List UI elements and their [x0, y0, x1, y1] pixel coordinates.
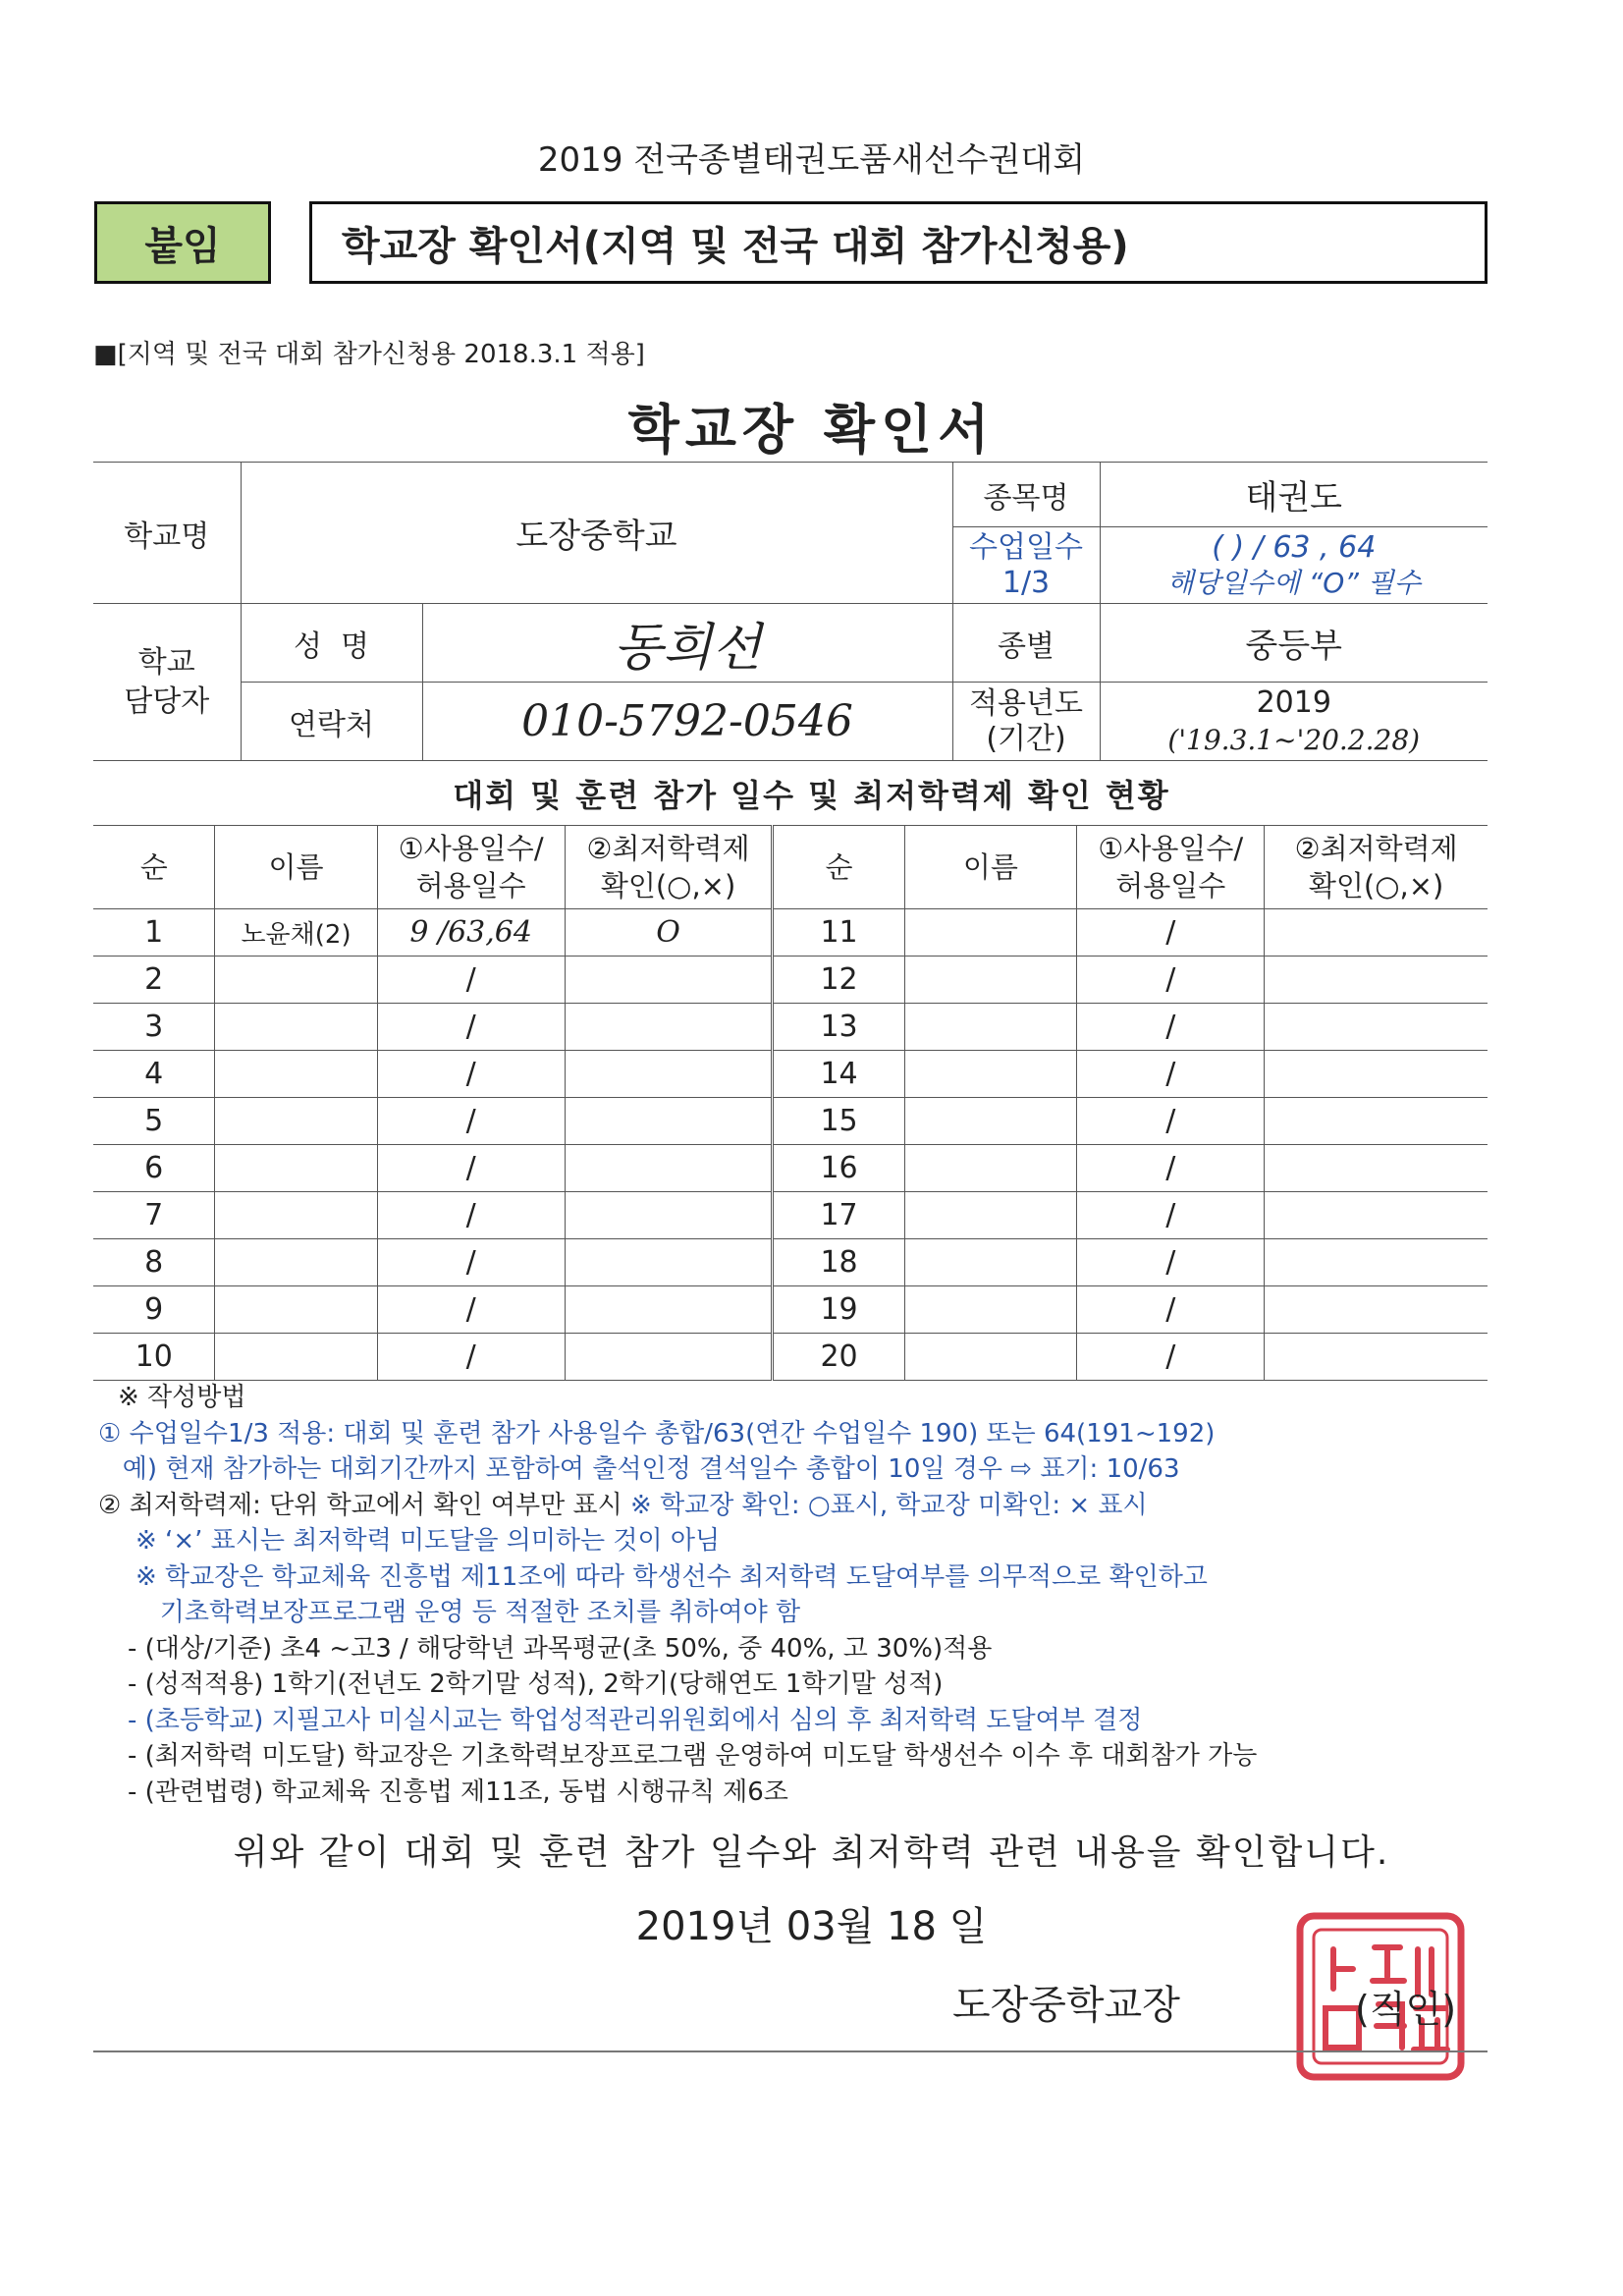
row-name-right[interactable]	[904, 1192, 1077, 1239]
header-min-line2: 확인(○,×)	[600, 869, 736, 902]
name-value: 동희선	[422, 604, 952, 683]
header-days-line2: 허용일수	[415, 869, 526, 902]
row-no[interactable]: 3	[93, 1004, 215, 1051]
row-days-right[interactable]: /	[1077, 1098, 1265, 1145]
row-no[interactable]: 2	[93, 957, 215, 1004]
row-name[interactable]	[215, 1004, 377, 1051]
row-name[interactable]	[215, 1098, 377, 1145]
note-1a: ① 수업일수1/3 적용: 대회 및 훈련 참가 사용일수 총합/63(연간 수업일수 190) 또는 64(191~192)	[98, 1418, 1216, 1449]
row-days-right[interactable]: /	[1077, 1145, 1265, 1192]
days-value	[1100, 527, 1488, 604]
row-name[interactable]	[215, 1192, 377, 1239]
row-days[interactable]: /	[377, 957, 565, 1004]
row-name[interactable]	[215, 1286, 377, 1334]
row-days-right[interactable]: /	[1077, 1004, 1265, 1051]
row-min-right[interactable]	[1265, 1192, 1488, 1239]
row-min-right[interactable]	[1265, 1098, 1488, 1145]
days-label-line1: 수업일수	[969, 529, 1083, 565]
table-row	[93, 1004, 1488, 1051]
table-row	[93, 1051, 1488, 1098]
row-no-right[interactable]: 11	[773, 909, 904, 957]
row-days-right[interactable]: /	[1077, 1286, 1265, 1334]
days-value-text: ( ) / 63 , 64	[1212, 529, 1377, 565]
row-min-right[interactable]	[1265, 1051, 1488, 1098]
row-min[interactable]	[565, 1334, 773, 1381]
principal-name: 도장중학교장	[952, 1983, 1180, 2028]
header-min-right-line1: ②최저학력제	[1294, 832, 1458, 865]
table-row	[93, 1098, 1488, 1145]
period-value: ('19.3.1~'20.2.28)	[1167, 723, 1421, 756]
row-name-right[interactable]	[904, 957, 1077, 1004]
table-row	[93, 957, 1488, 1004]
sport-label: 종목명	[952, 463, 1100, 527]
row-no-right[interactable]: 15	[773, 1098, 904, 1145]
days-label	[952, 527, 1100, 604]
status-header-row	[93, 826, 1488, 909]
row-no[interactable]: 9	[93, 1286, 215, 1334]
row-min-right[interactable]	[1265, 957, 1488, 1004]
row-no[interactable]: 7	[93, 1192, 215, 1239]
table-row	[93, 1286, 1488, 1334]
table-row	[93, 909, 1488, 957]
school-value: 도장중학교	[241, 463, 952, 604]
row-no-right[interactable]: 19	[773, 1286, 904, 1334]
division-label: 종별	[952, 604, 1100, 683]
row-no-right[interactable]: 18	[773, 1239, 904, 1286]
row-no[interactable]: 4	[93, 1051, 215, 1098]
row-min-right[interactable]	[1265, 1239, 1488, 1286]
row-days-right[interactable]: /	[1077, 1239, 1265, 1286]
header-days-right	[1077, 826, 1265, 909]
row-name[interactable]	[215, 1334, 377, 1381]
row-no-right[interactable]: 16	[773, 1145, 904, 1192]
row-days[interactable]: /	[377, 1004, 565, 1051]
table-row	[93, 1239, 1488, 1286]
staff-label-line1: 학교	[137, 644, 195, 680]
status-body	[93, 909, 1488, 1381]
bottom-divider	[93, 2050, 1488, 2052]
row-name-right[interactable]	[904, 1334, 1077, 1381]
event-title: 2019 전국종별태권도품새선수권대회	[537, 140, 1086, 180]
row-no-right[interactable]: 14	[773, 1051, 904, 1098]
row-min-right[interactable]	[1265, 909, 1488, 957]
row-days[interactable]: /	[377, 1286, 565, 1334]
notes-heading: ※ 작성방법	[118, 1383, 246, 1412]
row-days[interactable]: /	[377, 1192, 565, 1239]
main-title: 학교장 확인서	[627, 399, 996, 461]
row-no-right[interactable]: 12	[773, 957, 904, 1004]
note-2b: ※ 학교장 확인: ○표시, 학교장 미확인: × 표시	[630, 1490, 1148, 1520]
note-2a: ② 최저학력제: 단위 학교에서 확인 여부만 표시	[98, 1490, 631, 1520]
row-no[interactable]: 8	[93, 1239, 215, 1286]
row-name-right[interactable]	[904, 909, 1077, 957]
attachment-label: 붙임	[94, 201, 271, 284]
contact-value: 010-5792-0546	[422, 683, 952, 761]
header-name-right: 이름	[904, 826, 1077, 909]
row-days[interactable]: /	[377, 1051, 565, 1098]
row-no-right[interactable]: 20	[773, 1334, 904, 1381]
sport-value: 태권도	[1100, 463, 1488, 527]
row-name-right[interactable]	[904, 1286, 1077, 1334]
row-no[interactable]: 6	[93, 1145, 215, 1192]
row-name[interactable]: 노윤채(2)	[215, 909, 377, 957]
row-days-right[interactable]: /	[1077, 957, 1265, 1004]
header-days-line1: ①사용일수/	[398, 832, 544, 865]
status-title: 대회 및 훈련 참가 일수 및 최저학력제 확인 현황	[453, 777, 1170, 814]
row-name-right[interactable]	[904, 1051, 1077, 1098]
school-label: 학교명	[93, 463, 241, 604]
row-min[interactable]	[565, 1051, 773, 1098]
header-days	[377, 826, 565, 909]
detail-5: - (관련법령) 학교체육 진흥법 제11조, 동법 시행규칙 제6조	[128, 1777, 788, 1807]
notes-section	[98, 1380, 1522, 1810]
table-row	[93, 1145, 1488, 1192]
year-label-line2: (기간)	[986, 721, 1066, 756]
table-row	[93, 1192, 1488, 1239]
confirm-date: 2019년 03월 18 일	[635, 1904, 988, 1949]
name-label: 성 명	[241, 604, 422, 683]
row-name[interactable]	[215, 1239, 377, 1286]
days-label-line2: 1/3	[1001, 565, 1051, 600]
header-min-line1: ②최저학력제	[586, 832, 750, 865]
header-min	[565, 826, 773, 909]
row-days[interactable]: /	[377, 1145, 565, 1192]
row-min[interactable]	[565, 1145, 773, 1192]
row-name-right[interactable]	[904, 1098, 1077, 1145]
days-note: 해당일수에 “O” 필수	[1166, 566, 1421, 599]
row-no[interactable]: 10	[93, 1334, 215, 1381]
year-label	[952, 683, 1100, 761]
note-4b: 기초학력보장프로그램 운영 등 적절한 조치를 취하여야 함	[135, 1598, 801, 1627]
row-days[interactable]: /	[377, 1239, 565, 1286]
row-min-right[interactable]	[1265, 1334, 1488, 1381]
row-min-right[interactable]	[1265, 1004, 1488, 1051]
row-name[interactable]	[215, 1145, 377, 1192]
row-min[interactable]	[565, 957, 773, 1004]
row-days-right[interactable]: /	[1077, 909, 1265, 957]
row-name-right[interactable]	[904, 1239, 1077, 1286]
row-no[interactable]: 5	[93, 1098, 215, 1145]
row-no-right[interactable]: 13	[773, 1004, 904, 1051]
detail-2: - (성적적용) 1학기(전년도 2학기말 성적), 2학기(당해연도 1학기말 성적)	[128, 1669, 944, 1699]
row-min[interactable]: O	[565, 909, 773, 957]
row-no[interactable]: 1	[93, 909, 215, 957]
row-days-right[interactable]: /	[1077, 1051, 1265, 1098]
division-value: 중등부	[1100, 604, 1488, 683]
row-name[interactable]	[215, 1051, 377, 1098]
info-table	[93, 462, 1488, 761]
staff-label	[93, 604, 241, 761]
confirm-text: 위와 같이 대회 및 훈련 참가 일수와 최저학력 관련 내용을 확인합니다.	[233, 1832, 1390, 1873]
note-2	[98, 1488, 1522, 1524]
staff-label-line2: 담당자	[124, 683, 210, 719]
detail-3: - (초등학교) 지필고사 미실시교는 학업성적관리위원회에서 심의 후 최저학력 도달여부 결정	[128, 1705, 1143, 1735]
row-days[interactable]: /	[377, 1334, 565, 1381]
header-min-right	[1265, 826, 1488, 909]
row-name-right[interactable]	[904, 1004, 1077, 1051]
row-min[interactable]	[565, 1192, 773, 1239]
note-4a: ※ 학교장은 학교체육 진흥법 제11조에 따라 학생선수 최저학력 도달여부를 의무적으로 확인하고	[135, 1561, 1208, 1592]
header-days-right-line1: ①사용일수/	[1098, 832, 1244, 865]
row-min-right[interactable]	[1265, 1286, 1488, 1334]
status-table	[93, 825, 1488, 1381]
year-label-line1: 적용년도	[969, 685, 1083, 721]
row-name-right[interactable]	[904, 1145, 1077, 1192]
detail-1: - (대상/기준) 초4 ~고3 / 해당학년 과목평균(초 50%, 중 40%, 고 30%)적용	[128, 1633, 993, 1664]
header-days-right-line2: 허용일수	[1115, 869, 1226, 902]
row-min[interactable]	[565, 1098, 773, 1145]
note-1b: 예) 현재 참가하는 대회기간까지 포함하여 출석인정 결석일수 총합이 10일 경우 ⇨ 표기: 10/63	[98, 1454, 1180, 1484]
row-days-right[interactable]: /	[1077, 1334, 1265, 1381]
note-3: ※ ‘×’ 표시는 최저학력 미도달을 의미하는 것이 아님	[135, 1526, 721, 1556]
row-min[interactable]	[565, 1004, 773, 1051]
row-min-right[interactable]	[1265, 1145, 1488, 1192]
detail-4: - (최저학력 미도달) 학교장은 기초학력보장프로그램 운영하여 미도달 학생선수 이수 후 대회참가 가능	[128, 1741, 1258, 1771]
row-min[interactable]	[565, 1286, 773, 1334]
header-name: 이름	[215, 826, 377, 909]
row-days[interactable]: 9 /63,64	[377, 909, 565, 957]
row-no-right[interactable]: 17	[773, 1192, 904, 1239]
year-value	[1100, 683, 1488, 761]
contact-label: 연락처	[241, 683, 422, 761]
row-days-right[interactable]: /	[1077, 1192, 1265, 1239]
row-min[interactable]	[565, 1239, 773, 1286]
header-no: 순	[93, 826, 215, 909]
row-days[interactable]: /	[377, 1098, 565, 1145]
header-no-right: 순	[773, 826, 904, 909]
seal-label: (직인)	[1355, 1988, 1457, 2031]
table-row	[93, 1334, 1488, 1381]
document-title: 학교장 확인서(지역 및 전국 대회 참가신청용)	[309, 201, 1488, 284]
row-name[interactable]	[215, 957, 377, 1004]
header-min-right-line2: 확인(○,×)	[1308, 869, 1444, 902]
year-value-text: 2019	[1256, 684, 1331, 720]
form-note: ■[지역 및 전국 대회 참가신청용 2018.3.1 적용]	[93, 340, 645, 369]
